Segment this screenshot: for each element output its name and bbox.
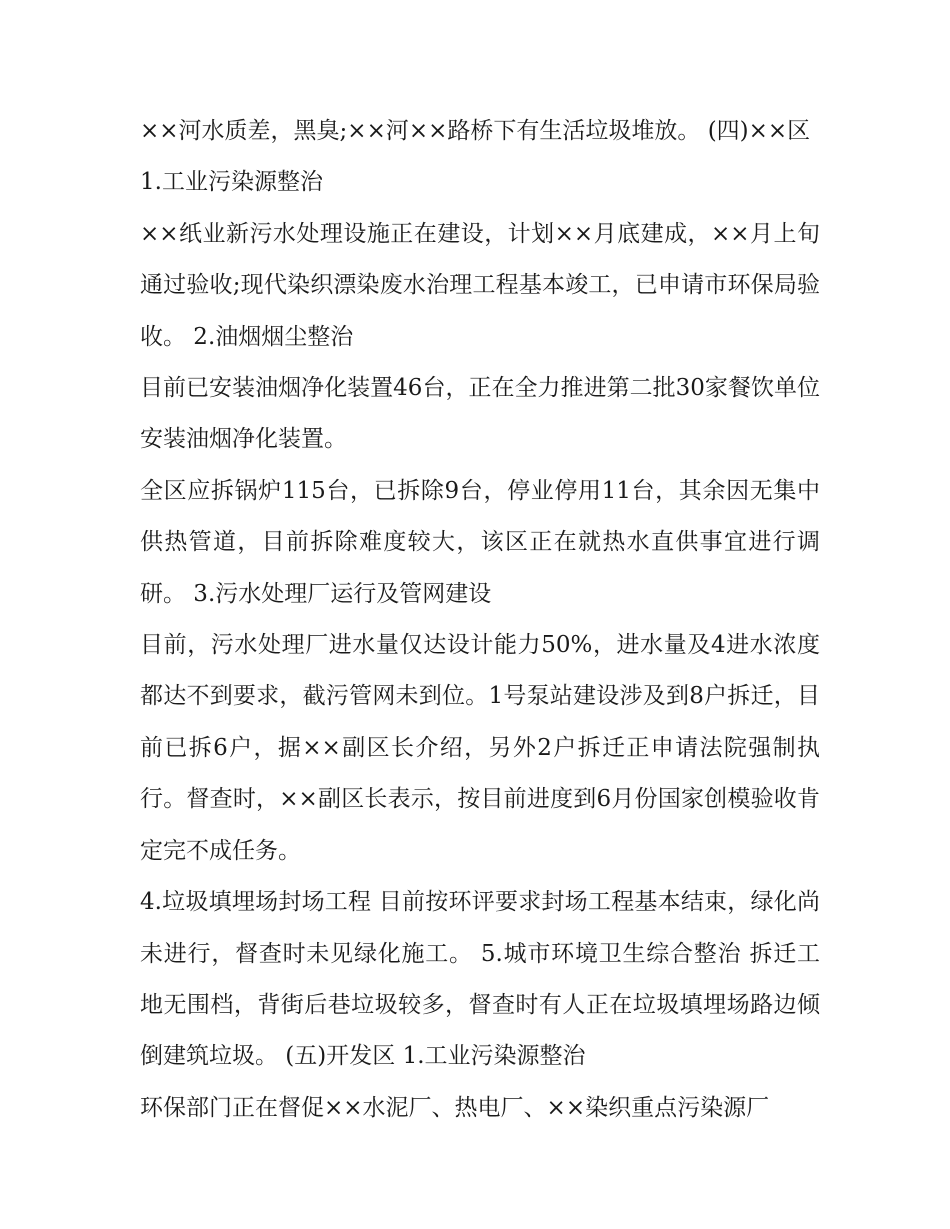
paragraph-4: 目前已安装油烟净化装置46台，正在全力推进第二批30家餐饮单位安装油烟净化装置。 bbox=[140, 375, 820, 453]
paragraph-8: 环保部门正在督促××水泥厂、热电厂、××染织重点污染源厂 bbox=[140, 1094, 770, 1121]
paragraph-6: 目前，污水处理厂进水量仅达设计能力50%，进水量及4进水浓度都达不到要求，截污管网未到位。1号泵站建设涉及到8户拆迁，目前已拆6户，据××副区长介绍，另外2户拆迁正申请法院强制执行。督查时，××副区长表示，按目前进度到6月份国家创模验收肯定完不成任务。 bbox=[140, 632, 820, 864]
paragraph-3: ××纸业新污水处理设施正在建设，计划××月底建成，××月上旬通过验收;现代染织漂染废水治理工程基本竣工，已申请市环保局验收。 2.油烟烟尘整治 bbox=[140, 220, 820, 350]
paragraph-7: 4.垃圾填埋场封场工程 目前按环评要求封场工程基本结束，绿化尚未进行，督查时未见绿化施工。 5.城市环境卫生综合整治 拆迁工地无围档，背街后巷垃圾较多，督查时有人正在垃圾填埋场路边倾倒建筑垃圾。 (五)开发区 1.工业污染源整治 bbox=[140, 889, 820, 1070]
paragraph-5: 全区应拆锅炉115台，已拆除9台，停业停用11台，其余因无集中供热管道，目前拆除难度较大，该区正在就热水直供事宜进行调研。 3.污水处理厂运行及管网建设 bbox=[140, 477, 820, 607]
paragraph-1: ××河水质差，黑臭;××河××路桥下有生活垃圾堆放。 (四)××区 bbox=[140, 118, 811, 144]
paragraph-2: 1.工业污染源整治 bbox=[140, 169, 323, 196]
document-body bbox=[140, 106, 820, 1134]
